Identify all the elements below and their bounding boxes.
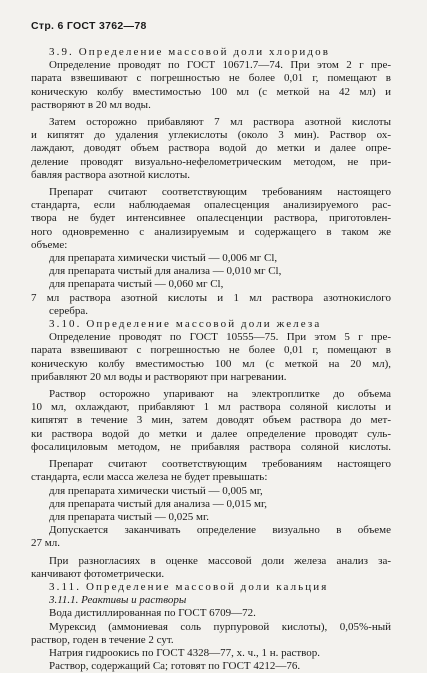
text-line: кипятят в течение 3 мин, затем доводят объем раствора до мет-: [31, 414, 391, 427]
text-line: Затем осторожно прибавляют 7 мл раствора азотной кислоты: [49, 116, 391, 129]
text-line: 10 мл, охлаждают, прибавляют 1 мл раствора соляной кислоты и: [31, 401, 391, 414]
text-line: деление проводят визуально-нефелометрическим методом, не при-: [31, 155, 391, 168]
text-line: растворяют в 20 мл воды.: [31, 98, 151, 111]
text-line: раствор, годен в течение 2 сут.: [31, 633, 174, 646]
text-line: коническую колбу вместимостью 100 мл (с меткой на 20 мл),: [31, 357, 391, 370]
text-line: стандарта, если масса железа не будет превышать:: [31, 471, 268, 484]
text-line: 3.10. Определение массовой доли железа: [49, 318, 322, 331]
text-line: 7 мл раствора азотной кислоты и 1 мл раствора азотнокислого: [31, 291, 391, 304]
text-line: Препарат считают соответствующим требованиям настоящего: [49, 458, 391, 471]
text-line: Натрия гидроокись по ГОСТ 4328—77, х. ч., 1 н. раствор.: [49, 646, 321, 659]
text-line: Вода дистиллированная по ГОСТ 6709—72.: [49, 607, 256, 620]
text-line: 27 мл.: [31, 537, 60, 550]
text-line: 3.11. Определение массовой доли кальция: [49, 580, 329, 593]
text-line: ки раствора водой до метки и далее определение проводят суль-: [31, 427, 391, 440]
text-line: Определение проводят по ГОСТ 10555—75. При этом 5 г пре-: [49, 331, 391, 344]
text-line: При разногласиях в оценке массовой доли железа анализ за-: [49, 554, 391, 567]
text-line: бавляя раствора азотной кислоты.: [31, 168, 190, 181]
text-line: для препарата химически чистый — 0,005 мг,: [49, 484, 263, 497]
text-line: для препарата чистый — 0,060 мг Cl,: [49, 278, 224, 291]
text-line: Препарат считают соответствующим требованиям настоящего: [49, 186, 391, 199]
text-line: Мурексид (аммониевая соль пурпуровой кислоты), 0,05%-ный: [49, 620, 391, 633]
text-line: серебра.: [49, 304, 89, 317]
text-line: лаждают, доводят объем раствора водой до метки и далее опре-: [31, 142, 391, 155]
text-line: для препарата чистый для анализа — 0,015 мг,: [49, 497, 267, 510]
text-line: фосалициловым методом, не прибавляя раствора соляной кислоты.: [31, 440, 391, 453]
text-line: Раствор, содержащий Ca; готовят по ГОСТ 4212—76.: [49, 660, 301, 673]
text-line: коническую колбу вместимостью 100 мл (с меткой на 42 мл) и: [31, 85, 391, 98]
text-line: канчивают фотометрически.: [31, 567, 165, 580]
text-line: для препарата чистый — 0,025 мг.: [49, 510, 209, 523]
text-line: Раствор осторожно упаривают на электроплитке до объема: [49, 388, 391, 401]
text-line: и кипятят до удаления углекислоты (около 3 мин). Раствор ох-: [31, 129, 391, 142]
document-body: [31, 46, 391, 673]
text-line: 3.11.1. Реактивы и растворы: [49, 594, 187, 607]
text-line: Определение проводят по ГОСТ 10671.7—74. При этом 2 г пре-: [49, 59, 391, 72]
text-line: для препарата химически чистый — 0,006 мг Cl,: [49, 252, 278, 265]
text-line: стандарта, если наблюдаемая опалесценция анализируемого рас-: [31, 199, 391, 212]
page-header: Стр. 6 ГОСТ 3762—78: [31, 20, 147, 32]
text-line: ного одновременно с анализируемым и содержащего в таком же: [31, 225, 391, 238]
text-line: объеме:: [31, 238, 68, 251]
text-line: парата взвешивают с погрешностью не более 0,01 г, помещают в: [31, 72, 391, 85]
text-line: Допускается заканчивать определение визуально в объеме: [49, 524, 391, 537]
text-line: прибавляют 20 мл воды и растворяют при нагревании.: [31, 370, 287, 383]
text-line: для препарата чистый для анализа — 0,010 мг Cl,: [49, 265, 282, 278]
text-line: 3.9. Определение массовой доли хлоридов: [49, 46, 331, 58]
text-line: твора не будет интенсивнее опалесценции раствора, приготовлен-: [31, 212, 391, 225]
text-line: парата взвешивают с погрешностью не более 0,01 г, помещают в: [31, 344, 391, 357]
